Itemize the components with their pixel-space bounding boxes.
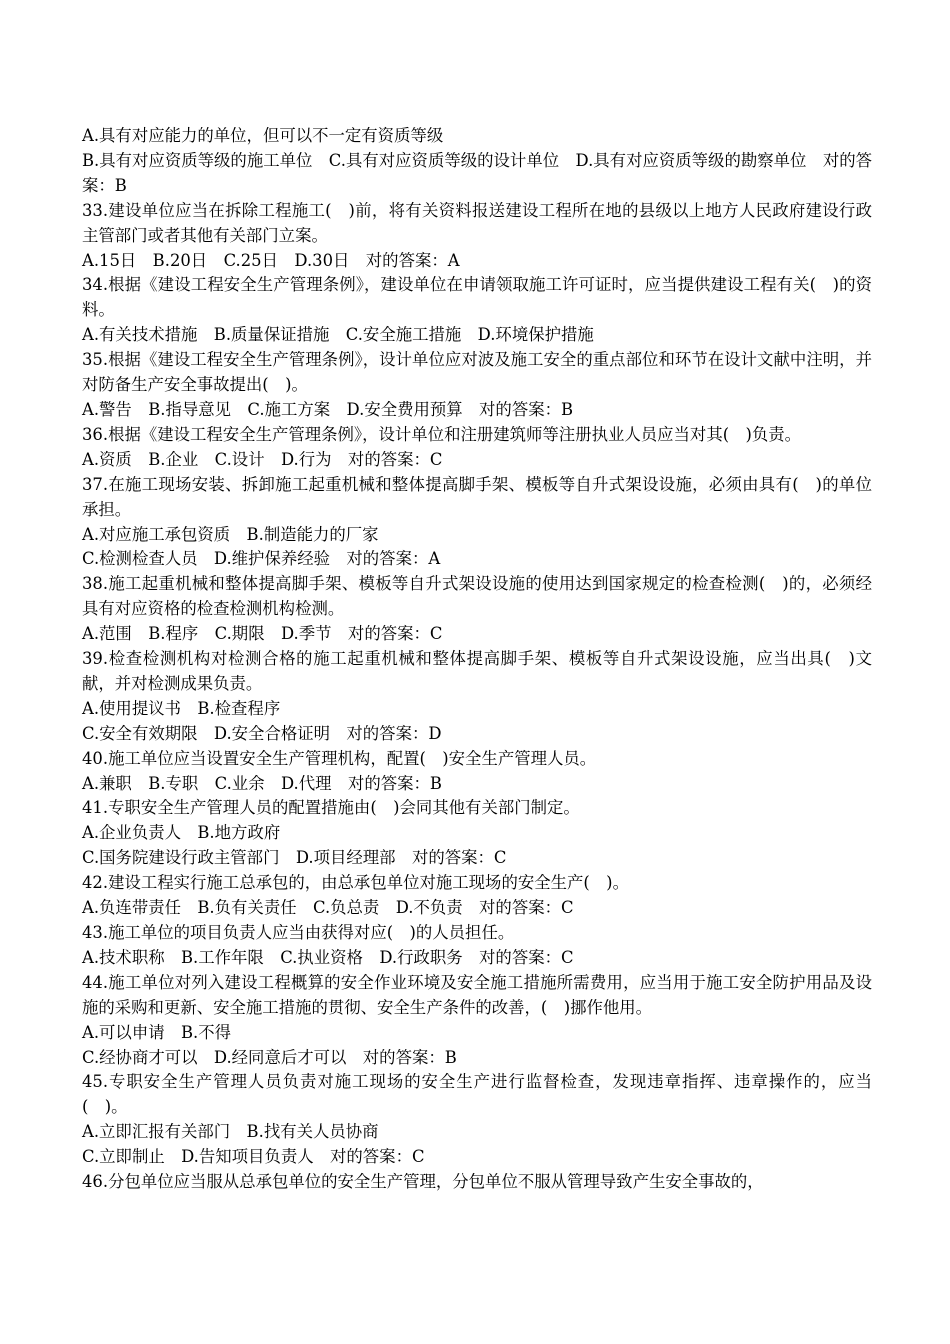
- options-41-cd: C.国务院建设行政主管部门 D.项目经理部 对的答案：C: [82, 848, 507, 868]
- document-body: [82, 124, 872, 1195]
- question-35: 35.根据《建设工程安全生产管理条例》，设计单位应对波及施工安全的重点部位和环节在设计文献中注明，并对防备生产安全事故提出( )。: [82, 350, 872, 395]
- options-37-cd: C.检测检查人员 D.维护保养经验 对的答案：A: [82, 549, 441, 569]
- question-39: 39.检查检测机构对检测合格的施工起重机械和整体提高脚手架、模板等自升式架设设施，应当出具( )文献，并对检测成果负责。: [82, 649, 872, 693]
- question-34: 34.根据《建设工程安全生产管理条例》，建设单位在申请领取施工许可证时，应当提供建设工程有关( )的资料。: [82, 275, 872, 320]
- options-36: A.资质 B.企业 C.设计 D.行为 对的答案：C: [82, 449, 443, 469]
- question-43: 43.施工单位的项目负责人应当由获得对应( )的人员担任。: [82, 923, 515, 942]
- options-34: A.有关技术措施 B.质量保证措施 C.安全施工措施 D.环境保护措施: [82, 325, 594, 345]
- options-35: A.警告 B.指导意见 C.施工方案 D.安全费用预算 对的答案：B: [82, 399, 574, 419]
- options-41-ab: A.企业负责人 B.地方政府: [82, 823, 281, 843]
- question-41: 41.专职安全生产管理人员的配置措施由( )会同其他有关部门制定。: [82, 798, 580, 818]
- question-45: 45.专职安全生产管理人员负责对施工现场的安全生产进行监督检查，发现违章指挥、违章操作的，应当( )。: [82, 1072, 872, 1117]
- options-38: A.范围 B.程序 C.期限 D.季节 对的答案：C: [82, 624, 443, 644]
- question-36: 36.根据《建设工程安全生产管理条例》，设计单位和注册建筑师等注册执业人员应当对其( )负责。: [82, 424, 802, 444]
- question-40: 40.施工单位应当设置安全生产管理机构，配置( )安全生产管理人员。: [82, 748, 597, 768]
- options-42: A.负连带责任 B.负有关责任 C.负总责 D.不负责 对的答案：C: [82, 898, 574, 918]
- option-line: B.具有对应资质等级的施工单位 C.具有对应资质等级的设计单位 D.具有对应资质等级的勘察单位 对的答案：B: [82, 150, 872, 195]
- options-44-cd: C.经协商才可以 D.经同意后才可以 对的答案：B: [82, 1047, 457, 1067]
- question-42: 42.建设工程实行施工总承包的，由总承包单位对施工现场的安全生产( )。: [82, 873, 629, 893]
- options-45-cd: C.立即制止 D.告知项目负责人 对的答案：C: [82, 1147, 425, 1167]
- question-46: 46.分包单位应当服从总承包单位的安全生产管理，分包单位不服从管理导致产生安全事故的，: [82, 1172, 764, 1192]
- options-33: A.15日 B.20日 C.25日 D.30日 对的答案：A: [82, 250, 460, 270]
- options-39-ab: A.使用提议书 B.检查程序: [82, 698, 281, 718]
- question-37: 37.在施工现场安装、拆卸施工起重机械和整体提高脚手架、模板等自升式架设设施，必须由具有( )的单位承担。: [82, 474, 872, 519]
- question-44: 44.施工单位对列入建设工程概算的安全作业环境及安全施工措施所需费用，应当用于施工安全防护用品及设施的采购和更新、安全施工措施的贯彻、安全生产条件的改善，( )挪作他用。: [82, 972, 872, 1017]
- options-40: A.兼职 B.专职 C.业余 D.代理 对的答案：B: [82, 773, 442, 793]
- options-45-ab: A.立即汇报有关部门 B.找有关人员协商: [82, 1122, 379, 1142]
- options-44-ab: A.可以申请 B.不得: [82, 1022, 232, 1042]
- question-33: 33.建设单位应当在拆除工程施工( )前，将有关资料报送建设工程所在地的县级以上地方人民政府建设行政主管部门或者其他有关部门立案。: [82, 200, 872, 245]
- options-43: A.技术职称 B.工作年限 C.执业资格 D.行政职务 对的答案：C: [82, 947, 574, 967]
- option-line: A.具有对应能力的单位，但可以不一定有资质等级: [82, 126, 444, 145]
- options-39-cd: C.安全有效期限 D.安全合格证明 对的答案：D: [82, 723, 442, 743]
- options-37-ab: A.对应施工承包资质 B.制造能力的厂家: [82, 524, 379, 544]
- question-38: 38.施工起重机械和整体提高脚手架、模板等自升式架设设施的使用达到国家规定的检查检测( )的，必须经具有对应资格的检查检测机构检测。: [82, 574, 872, 619]
